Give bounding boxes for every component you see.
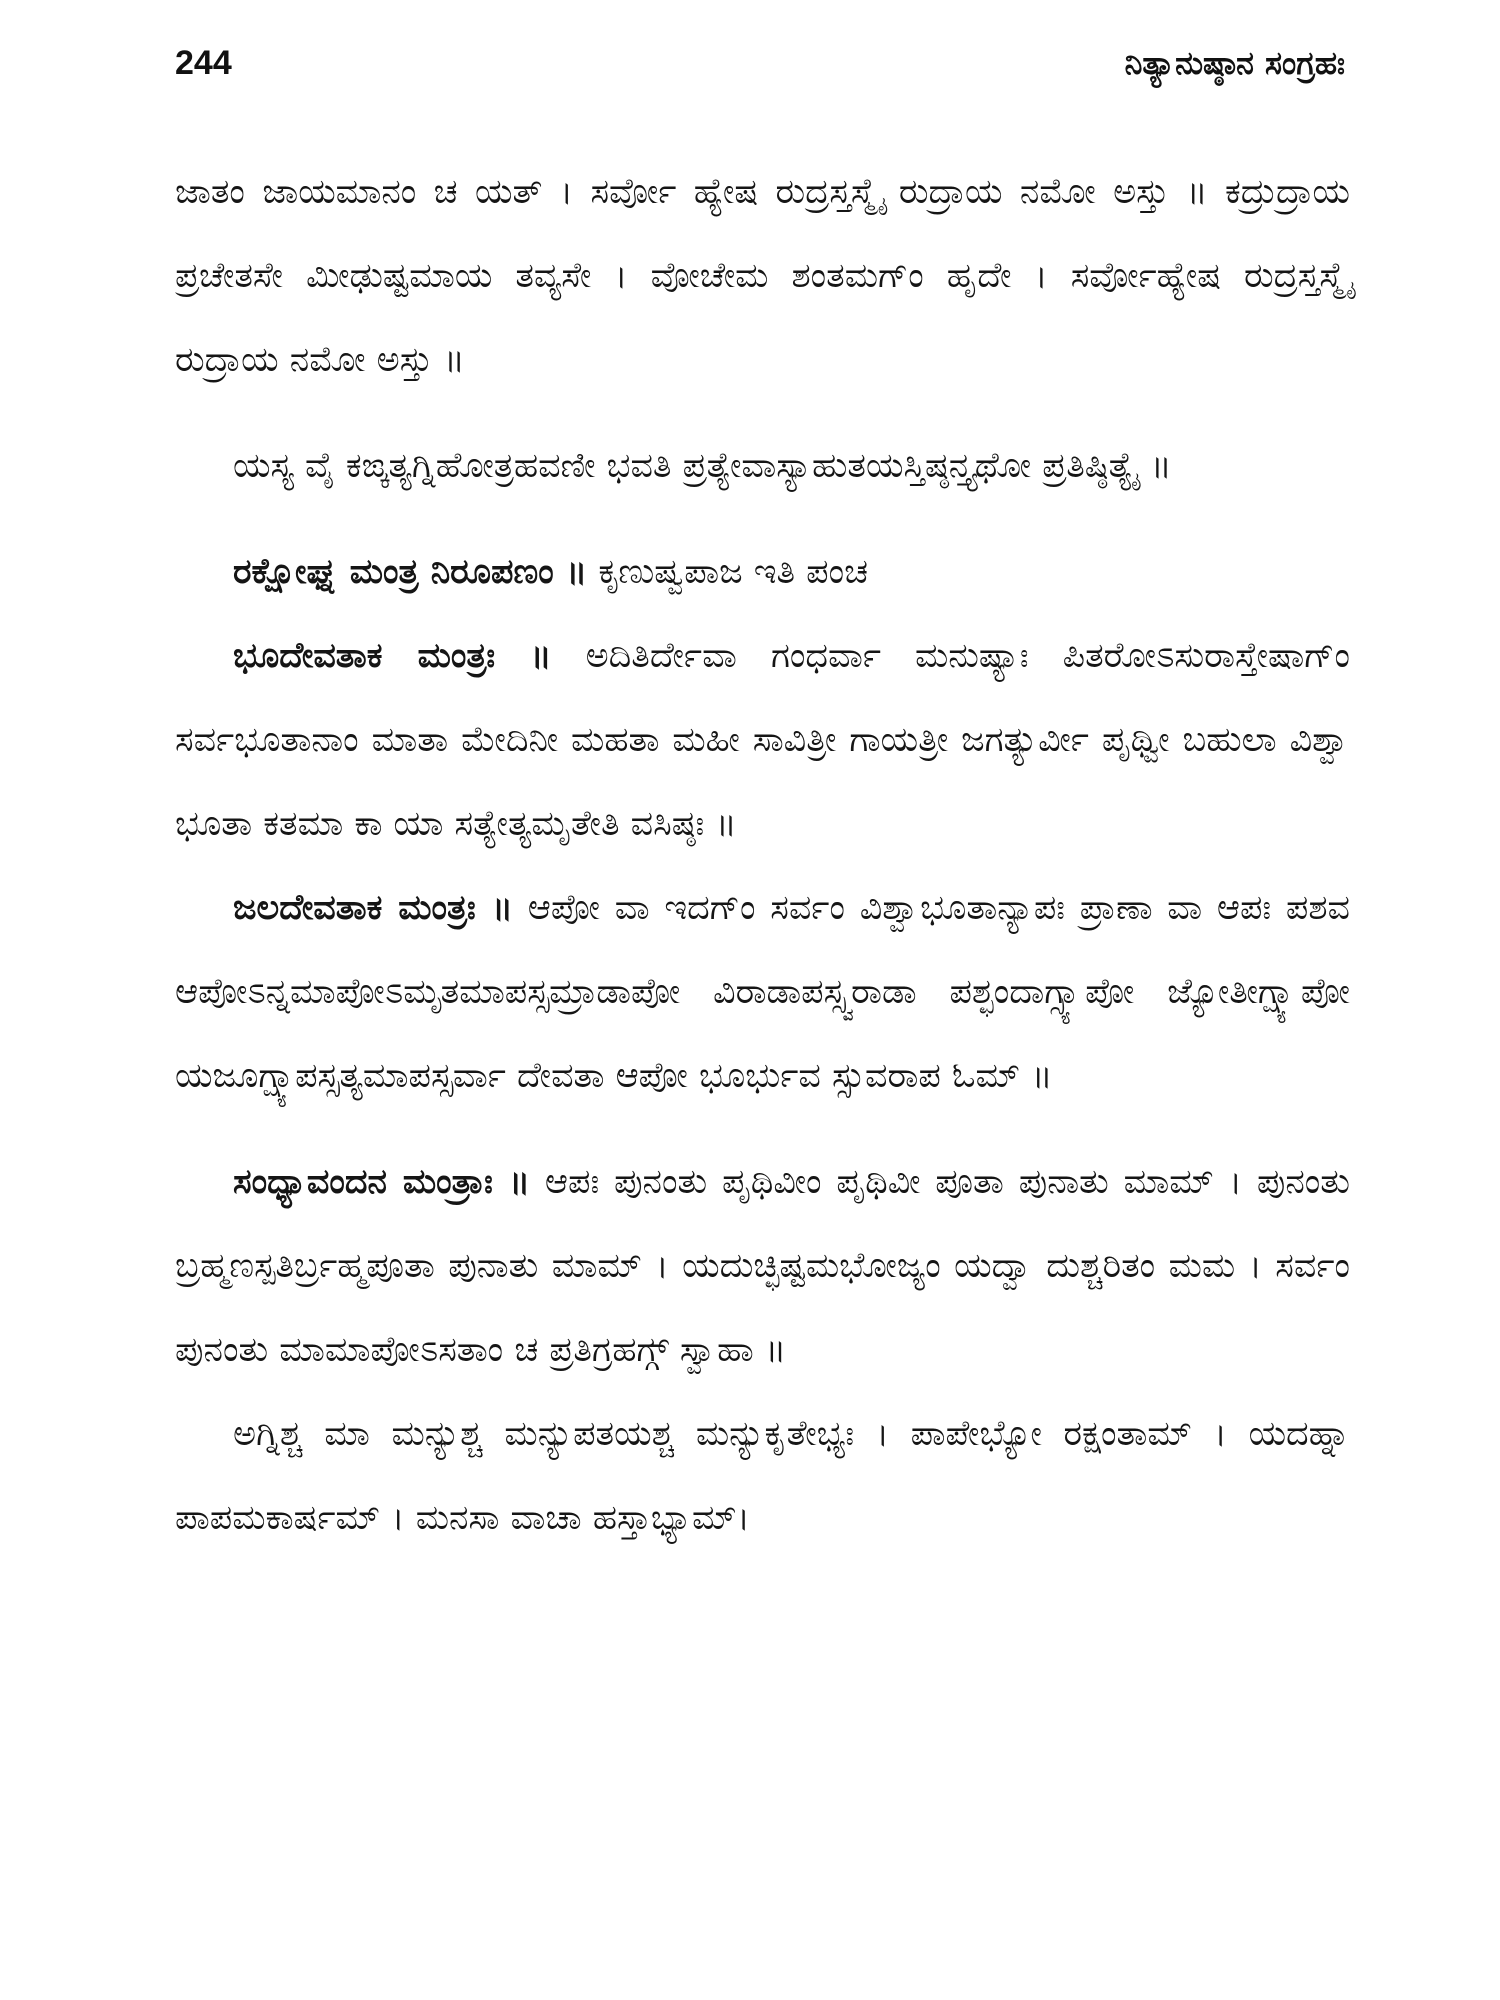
paragraph-text: ಕೃಣುಷ್ವಪಾಜ ಇತಿ ಪಂಚ <box>587 552 868 592</box>
section-heading: ಸಂಧ್ಯಾವಂದನ ಮಂತ್ರಾಃ ॥ <box>233 1162 531 1202</box>
paragraph-text: ಆಪಃ ಪುನಂತು ಪೃಥಿವೀಂ ಪೃಥಿವೀ ಪೂತಾ ಪುನಾತು ಮಾಮ್ । ಪುನಂತು ಬ್ರಹ್ಮಣಸ್ಪತಿರ್ಬ್ರಹ್ಮಪೂತಾ ಪುನಾತು ಮಾಮ್ । ಯದುಚ್ಛಿಷ್ಟಮಭೋಜ್ಯಂ ಯದ್ವಾ ದುಶ್ಚರಿತಂ ಮಮ । ಸರ್ವಂ ಪುನಂತು ಮಾಮಾಪೋಽಸತಾಂ ಚ ಪ್ರತಿಗ್ರಹಗ್ಗ್ ಸ್ವಾಹಾ ॥ <box>175 1162 1350 1370</box>
paragraph-text: ಆಪೋ ವಾ ಇದಗ್ಂ ಸರ್ವಂ ವಿಶ್ವಾಭೂತಾನ್ಯಾಪಃ ಪ್ರಾಣಾ ವಾ ಆಪಃ ಪಶವ ಆಪೋಽನ್ನಮಾಪೋಽಮೃತಮಾಪಸ್ಸಮ್ರಾಡಾಪೋ ವಿರಾಡಾಪಸ್ಸ್ವರಾಡಾ ಪಶ್ಛಂದಾಗ್ಸ್ಯಾಪೋ ಜ್ಯೋತೀಗ್ಷ್ಯಾಪೋ ಯಜೂಗ್ಷ್ಯಾಪಸ್ಸತ್ಯಮಾಪಸ್ಸರ್ವಾ ದೇವತಾ ಆಪೋ ಭೂರ್ಭುವ ಸ್ಸುವರಾಪ ಓಮ್ ॥ <box>175 888 1351 1096</box>
paragraph-rakshoghna <box>175 530 1350 614</box>
paragraph-agnishcha <box>175 1392 1350 1560</box>
running-title: ನಿತ್ಯಾನುಷ್ಠಾನ ಸಂಗ್ರಹಃ <box>1124 43 1345 82</box>
paragraph-text: ಅದಿತಿರ್ದೇವಾ ಗಂಧರ್ವಾ ಮನುಷ್ಯಾಃ ಪಿತರೋಽಸುರಾಸ್ತೇಷಾಗ್ಂ ಸರ್ವಭೂತಾನಾಂ ಮಾತಾ ಮೇದಿನೀ ಮಹತಾ ಮಹೀ ಸಾವಿತ್ರೀ ಗಾಯತ್ರೀ ಜಗತ್ಯುರ್ವೀ ಪೃಥ್ವೀ ಬಹುಲಾ ವಿಶ್ವಾ ಭೂತಾ ಕತಮಾ ಕಾ ಯಾ ಸತ್ಯೇತ್ಯಮೃತೇತಿ ವಸಿಷ್ಠಃ ॥ <box>175 636 1350 844</box>
paragraph-sandhyavandana <box>175 1140 1350 1392</box>
page-header <box>175 38 1345 88</box>
section-heading: ರಕ್ಷೋಘ್ನ ಮಂತ್ರ ನಿರೂಪಣಂ ॥ <box>233 552 588 592</box>
page-number: 244 <box>175 43 232 82</box>
paragraph-kankati <box>175 424 1350 508</box>
paragraph-text: ಯಸ್ಯ ವೈ ಕಙ್ಕತ್ಯಗ್ನಿಹೋತ್ರಹವಣೀ ಭವತಿ ಪ್ರತ್ಯೇವಾಸ್ಯಾಹುತಯಸ್ತಿಷ್ಠನ್ತ್ಯಥೋ ಪ್ರತಿಷ್ಠಿತ್ಯೈ ॥ <box>233 446 1172 486</box>
paragraph-jaladevata <box>175 866 1350 1118</box>
page-body <box>175 150 1350 1560</box>
paragraph-bhudevata <box>175 614 1350 866</box>
paragraph-text: ಅಗ್ನಿಶ್ಚ ಮಾ ಮನ್ಯುಶ್ಚ ಮನ್ಯುಪತಯಶ್ಚ ಮನ್ಯುಕೃತೇಭ್ಯಃ । ಪಾಪೇಭ್ಯೋ ರಕ್ಷಂತಾಮ್ । ಯದಹ್ನಾ ಪಾಪಮಕಾರ್ಷಮ್ । ಮನಸಾ ವಾಚಾ ಹಸ್ತಾಭ್ಯಾಮ್। <box>175 1414 1350 1538</box>
section-heading: ಭೂದೇವತಾಕ ಮಂತ್ರಃ ॥ <box>233 636 552 676</box>
paragraph-rudra-verse <box>175 150 1350 402</box>
section-heading: ಜಲದೇವತಾಕ ಮಂತ್ರಃ ॥ <box>233 888 513 928</box>
paragraph-text: ಜಾತಂ ಜಾಯಮಾನಂ ಚ ಯತ್ । ಸರ್ವೋ ಹ್ಯೇಷ ರುದ್ರಸ್ತಸ್ಮೈ ರುದ್ರಾಯ ನಮೋ ಅಸ್ತು ॥ ಕದ್ರುದ್ರಾಯ ಪ್ರಚೇತಸೇ ಮೀಢುಷ್ಟಮಾಯ ತವ್ಯಸೇ । ವೋಚೇಮ ಶಂತಮಗ್ಂ ಹೃದೇ । ಸರ್ವೋಹ್ಯೇಷ ರುದ್ರಸ್ತಸ್ಮೈ ರುದ್ರಾಯ ನಮೋ ಅಸ್ತು ॥ <box>175 172 1350 380</box>
